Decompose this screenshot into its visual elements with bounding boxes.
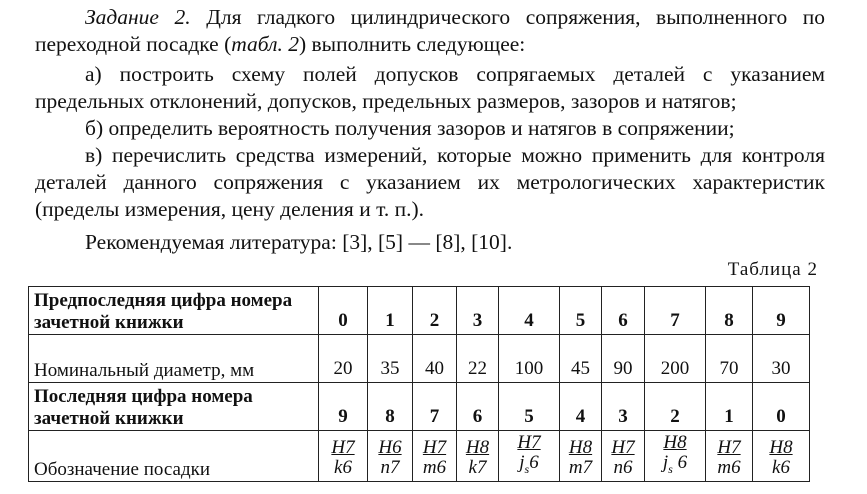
- fit-shaft: n6: [613, 456, 633, 478]
- fit-shaft: $j_s$ 6: [662, 452, 688, 476]
- fit-shaft: k7: [468, 456, 487, 478]
- table-row: [29, 287, 810, 335]
- table-cell: 1: [706, 383, 753, 431]
- row-header-fit-designation: Обозначение посадки: [29, 431, 319, 482]
- fit-cell: [560, 431, 602, 482]
- table-cell: 100: [499, 335, 560, 383]
- table-cell: 45: [560, 335, 602, 383]
- table-cell: 2: [413, 287, 457, 335]
- fit-shaft: k6: [772, 456, 790, 478]
- table-cell: 8: [368, 383, 413, 431]
- fit-shaft: $j_s6$: [519, 452, 539, 476]
- table-cell: 90: [602, 335, 645, 383]
- table-cell: 3: [602, 383, 645, 431]
- fit-cell: [457, 431, 499, 482]
- table-cell: 5: [560, 287, 602, 335]
- table-cell: 3: [457, 287, 499, 335]
- row-header-nominal-diameter: Номинальный диаметр, мм: [29, 335, 319, 383]
- fit-cell: [368, 431, 413, 482]
- fit-cell: [413, 431, 457, 482]
- table-cell: 7: [645, 287, 706, 335]
- fit-shaft: m7: [568, 456, 593, 478]
- fit-hole: H8: [465, 436, 490, 458]
- table-cell: 40: [413, 335, 457, 383]
- fit-shaft: m6: [422, 456, 447, 478]
- fit-cell: [602, 431, 645, 482]
- table-row: [29, 431, 810, 482]
- fit-cell: [753, 431, 810, 482]
- table-reference: табл. 2: [231, 32, 299, 56]
- table-cell: 9: [319, 383, 368, 431]
- fit-hole: H7: [517, 432, 541, 453]
- table-cell: 8: [706, 287, 753, 335]
- row-header-last-digit: Последняя цифра номера зачетной книжки: [29, 383, 319, 431]
- fit-hole: H6: [378, 436, 402, 458]
- table-cell: 9: [753, 287, 810, 335]
- fit-cell: [706, 431, 753, 482]
- table-cell: 7: [413, 383, 457, 431]
- recommended-literature: Рекомендуемая литература: [3], [5] — [8], [10].: [85, 230, 513, 254]
- table-cell: 5: [499, 383, 560, 431]
- table-cell: 4: [560, 383, 602, 431]
- variants-table: [28, 286, 810, 482]
- table-cell: 0: [753, 383, 810, 431]
- table-cell: 20: [319, 335, 368, 383]
- fit-hole: H7: [717, 436, 741, 458]
- table-row: [29, 335, 810, 383]
- fit-hole: H8: [663, 432, 687, 453]
- fit-shaft: k6: [334, 456, 352, 478]
- task-intro-end: ) выполнить следующее:: [298, 32, 526, 56]
- table-cell: 6: [457, 383, 499, 431]
- fit-cell: [319, 431, 368, 482]
- table-cell: 2: [645, 383, 706, 431]
- fit-shaft: m6: [717, 456, 741, 478]
- task-intro-text: Для гладкого цилиндрического сопряжения, выполненного по переходной посадке (: [35, 5, 825, 56]
- table-cell: 6: [602, 287, 645, 335]
- task-intro: [35, 4, 825, 58]
- fit-shaft: n7: [380, 456, 400, 478]
- table-cell: 1: [368, 287, 413, 335]
- fit-cell: [645, 431, 706, 482]
- fit-hole: H8: [769, 436, 793, 458]
- table-cell: 200: [645, 335, 706, 383]
- table-caption: Таблица 2: [727, 259, 818, 280]
- row-header-penultimate-digit: Предпоследняя цифра номера зачетной книжки: [29, 287, 319, 335]
- fit-hole: H8: [568, 436, 593, 458]
- fit-hole: H7: [331, 436, 355, 458]
- fit-cell: [499, 431, 560, 482]
- task-title: Задание 2.: [85, 5, 191, 29]
- table-cell: 0: [319, 287, 368, 335]
- table-cell: 35: [368, 335, 413, 383]
- fit-hole: H7: [422, 436, 447, 458]
- task-item-b: б) определить вероятность получения зазоров и натягов в сопряжении;: [85, 116, 735, 140]
- task-item-c: в) перечислить средства измерений, которые можно применить для контроля деталей данного сопряжения с указанием их метрологических характеристик (пределы измерения, цену деления и т. п.).: [35, 143, 825, 221]
- table-cell: 30: [753, 335, 810, 383]
- table-row: [29, 383, 810, 431]
- table-cell: 4: [499, 287, 560, 335]
- fit-hole: H7: [611, 436, 635, 458]
- table-cell: 22: [457, 335, 499, 383]
- table-cell: 70: [706, 335, 753, 383]
- task-item-a: а) построить схему полей допусков сопрягаемых деталей с указанием предельных отклонений, допусков, предельных размеров, зазоров и натягов;: [35, 62, 825, 113]
